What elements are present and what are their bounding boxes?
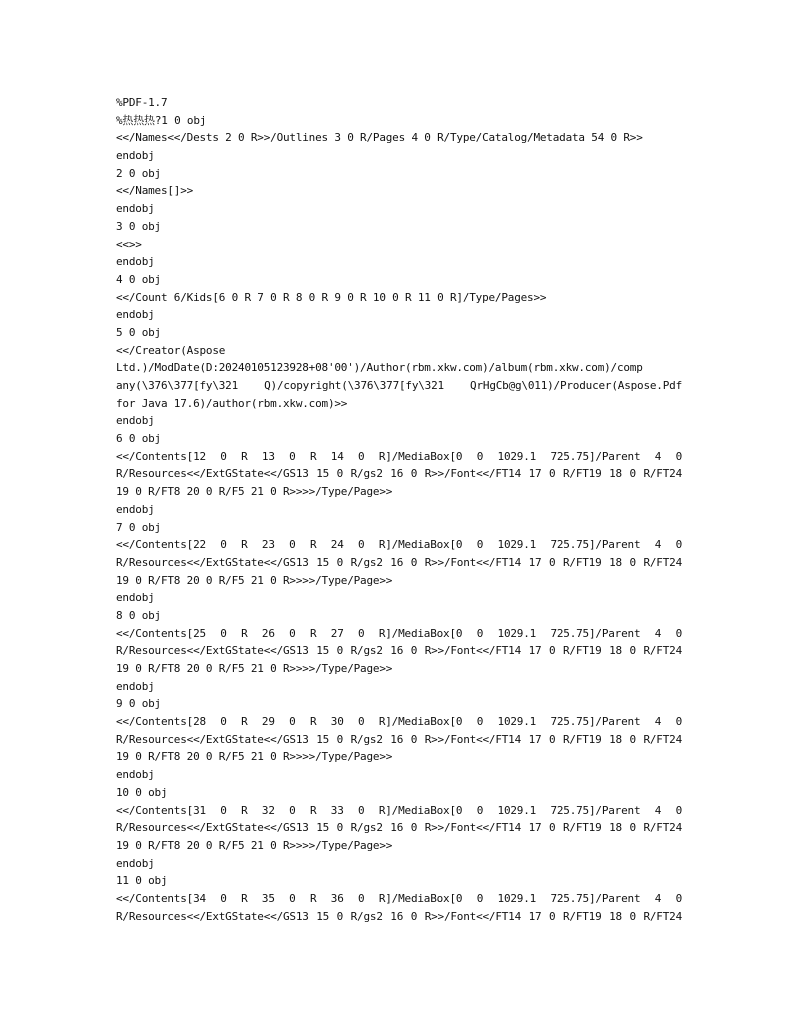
- text-line: %热热热?1 0 obj: [116, 113, 207, 127]
- text-line: <</Contents[12 0 R 13 0 R 14 0 R]/MediaBox[0 0 1029.1 725.75]/Parent 4 0: [116, 449, 682, 463]
- text-line: endobj: [116, 255, 155, 269]
- text-line: endobj: [116, 679, 155, 693]
- text-line: R/Resources<</ExtGState<</GS13 15 0 R/gs2 16 0 R>>/Font<</FT14 17 0 R/FT19 18 0 R/FT24: [116, 821, 682, 835]
- text-line: endobj: [116, 502, 155, 516]
- text-line: endobj: [116, 149, 155, 163]
- text-line: 2 0 obj: [116, 166, 161, 180]
- text-line: R/Resources<</ExtGState<</GS13 15 0 R/gs2 16 0 R>>/Font<</FT14 17 0 R/FT19 18 0 R/FT24: [116, 555, 682, 569]
- text-line: endobj: [116, 202, 155, 216]
- text-line: endobj: [116, 414, 155, 428]
- text-line: any(\376\377[fy\321 Q)/copyright(\376\377[fy\321 QrHgCb@g\011)/Producer(Aspose.Pdf: [116, 379, 682, 392]
- text-line: 19 0 R/FT8 20 0 R/F5 21 0 R>>>>/Type/Page>>: [116, 573, 393, 587]
- text-line: <</Contents[28 0 R 29 0 R 30 0 R]/MediaBox[0 0 1029.1 725.75]/Parent 4 0: [116, 715, 682, 729]
- text-line: 19 0 R/FT8 20 0 R/F5 21 0 R>>>>/Type/Page>>: [116, 485, 393, 499]
- text-line: endobj: [116, 308, 155, 322]
- text-line: R/Resources<</ExtGState<</GS13 15 0 R/gs2 16 0 R>>/Font<</FT14 17 0 R/FT19 18 0 R/FT24: [116, 732, 682, 746]
- text-line: %PDF-1.7: [116, 96, 168, 109]
- text-line: <<>>: [116, 237, 142, 251]
- text-line: endobj: [116, 768, 155, 782]
- pdf-source-text: [116, 94, 682, 925]
- text-line: endobj: [116, 856, 155, 870]
- text-line: 3 0 obj: [116, 219, 161, 233]
- text-line: <</Names[]>>: [116, 184, 194, 198]
- text-line: 5 0 obj: [116, 325, 161, 339]
- text-line: <</Contents[22 0 R 23 0 R 24 0 R]/MediaBox[0 0 1029.1 725.75]/Parent 4 0: [116, 538, 682, 552]
- text-line: <</Contents[25 0 R 26 0 R 27 0 R]/MediaBox[0 0 1029.1 725.75]/Parent 4 0: [116, 626, 682, 640]
- text-line: <</Contents[34 0 R 35 0 R 36 0 R]/MediaBox[0 0 1029.1 725.75]/Parent 4 0: [116, 891, 682, 905]
- text-line: <</Names<</Dests 2 0 R>>/Outlines 3 0 R/Pages 4 0 R/Type/Catalog/Metadata 54 0 R>>: [116, 131, 643, 145]
- text-line: 10 0 obj: [116, 785, 168, 799]
- text-line: 6 0 obj: [116, 432, 161, 446]
- text-line: 7 0 obj: [116, 520, 161, 534]
- text-line: <</Contents[31 0 R 32 0 R 33 0 R]/MediaBox[0 0 1029.1 725.75]/Parent 4 0: [116, 803, 682, 817]
- text-line: R/Resources<</ExtGState<</GS13 15 0 R/gs2 16 0 R>>/Font<</FT14 17 0 R/FT19 18 0 R/FT24: [116, 909, 682, 923]
- text-line: for Java 17.6)/author(rbm.xkw.com)>>: [116, 396, 348, 410]
- text-line: 9 0 obj: [116, 697, 161, 711]
- text-line: 19 0 R/FT8 20 0 R/F5 21 0 R>>>>/Type/Page>>: [116, 662, 393, 675]
- text-line: 8 0 obj: [116, 608, 161, 622]
- text-line: Ltd.)/ModDate(D:20240105123928+08'00')/Author(rbm.xkw.com)/album(rbm.xkw.com)/comp: [116, 361, 643, 375]
- text-line: 11 0 obj: [116, 874, 168, 888]
- text-line: R/Resources<</ExtGState<</GS13 15 0 R/gs2 16 0 R>>/Font<</FT14 17 0 R/FT19 18 0 R/FT24: [116, 644, 682, 658]
- text-line: 19 0 R/FT8 20 0 R/F5 21 0 R>>>>/Type/Page>>: [116, 750, 393, 764]
- text-line: 19 0 R/FT8 20 0 R/F5 21 0 R>>>>/Type/Page>>: [116, 838, 393, 852]
- text-line: 4 0 obj: [116, 272, 161, 286]
- text-line: R/Resources<</ExtGState<</GS13 15 0 R/gs2 16 0 R>>/Font<</FT14 17 0 R/FT19 18 0 R/FT24: [116, 467, 682, 481]
- text-line: <</Count 6/Kids[6 0 R 7 0 R 8 0 R 9 0 R 10 0 R 11 0 R]/Type/Pages>>: [116, 290, 547, 304]
- text-line: <</Creator(Aspose: [116, 343, 226, 357]
- text-line: endobj: [116, 591, 155, 605]
